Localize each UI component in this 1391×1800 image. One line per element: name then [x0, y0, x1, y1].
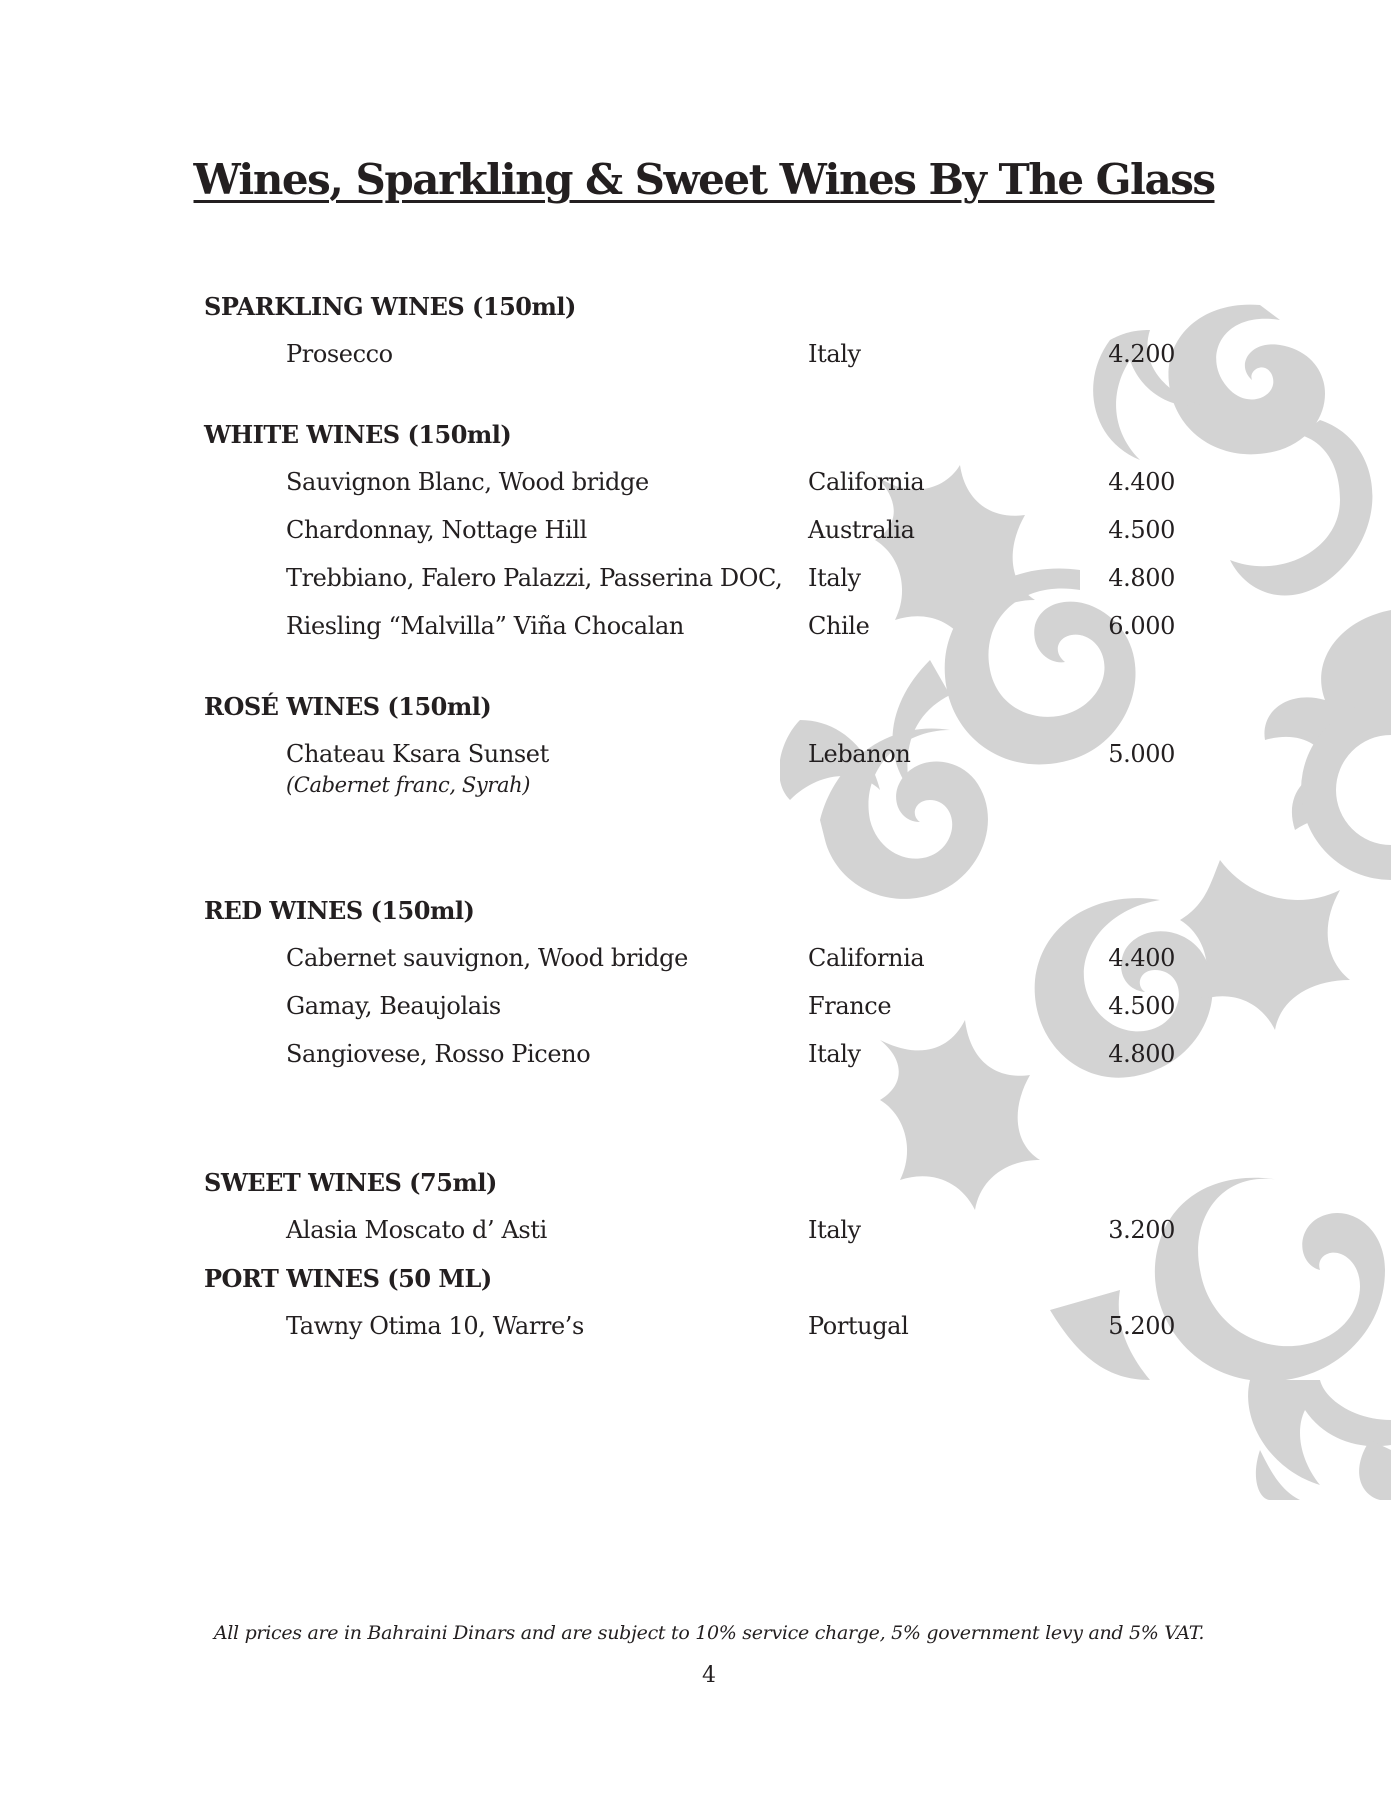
wine-price: 4.500 [1108, 516, 1175, 544]
wine-country: Australia [808, 516, 915, 544]
wine-country: France [808, 992, 892, 1020]
wine-name: Prosecco [286, 340, 393, 368]
section-heading-red: RED WINES (150ml) [204, 896, 475, 925]
wine-price: 4.800 [1108, 564, 1175, 592]
section-heading-rose: ROSÉ WINES (150ml) [204, 692, 492, 721]
wine-country: Italy [808, 1040, 861, 1068]
page-title: Wines, Sparkling & Sweet Wines By The Glass [193, 155, 1215, 204]
section-heading-port: PORT WINES (50 ML) [204, 1264, 492, 1293]
wine-price: 5.000 [1108, 740, 1175, 768]
wine-country: Italy [808, 564, 861, 592]
wine-grape-varieties: (Cabernet franc, Syrah) [286, 773, 531, 797]
wine-name: Chateau Ksara Sunset [286, 740, 549, 768]
wine-price: 3.200 [1108, 1216, 1175, 1244]
wine-country: California [808, 944, 925, 972]
wine-price: 4.200 [1108, 340, 1175, 368]
wine-name: Gamay, Beaujolais [286, 992, 501, 1020]
wine-name: Trebbiano, Falero Palazzi, Passerina DOC, [286, 564, 783, 592]
section-heading-sweet: SWEET WINES (75ml) [204, 1168, 497, 1197]
wine-name: Alasia Moscato d’ Asti [286, 1216, 547, 1244]
wine-country: Portugal [808, 1312, 909, 1340]
wine-price: 4.400 [1108, 468, 1175, 496]
wine-country: Chile [808, 612, 870, 640]
wine-price: 5.200 [1108, 1312, 1175, 1340]
wine-name: Chardonnay, Nottage Hill [286, 516, 587, 544]
section-heading-white: WHITE WINES (150ml) [204, 420, 512, 449]
wine-country: California [808, 468, 925, 496]
wine-price: 6.000 [1108, 612, 1175, 640]
wine-price: 4.400 [1108, 944, 1175, 972]
wine-name: Cabernet sauvignon, Wood bridge [286, 944, 688, 972]
wine-country: Italy [808, 1216, 861, 1244]
section-heading-sparkling: SPARKLING WINES (150ml) [204, 292, 576, 321]
wine-country: Italy [808, 340, 861, 368]
wine-name: Riesling “Malvilla” Viña Chocalan [286, 612, 684, 640]
wine-name: Sangiovese, Rosso Piceno [286, 1040, 591, 1068]
pricing-footnote: All prices are in Bahraini Dinars and are subject to 10% service charge, 5% government levy and 5% VAT. [213, 1622, 1205, 1644]
wine-price: 4.800 [1108, 1040, 1175, 1068]
wine-name: Tawny Otima 10, Warre’s [286, 1312, 584, 1340]
wine-name: Sauvignon Blanc, Wood bridge [286, 468, 649, 496]
wine-country: Lebanon [808, 740, 911, 768]
wine-price: 4.500 [1108, 992, 1175, 1020]
page-number: 4 [702, 1663, 716, 1688]
